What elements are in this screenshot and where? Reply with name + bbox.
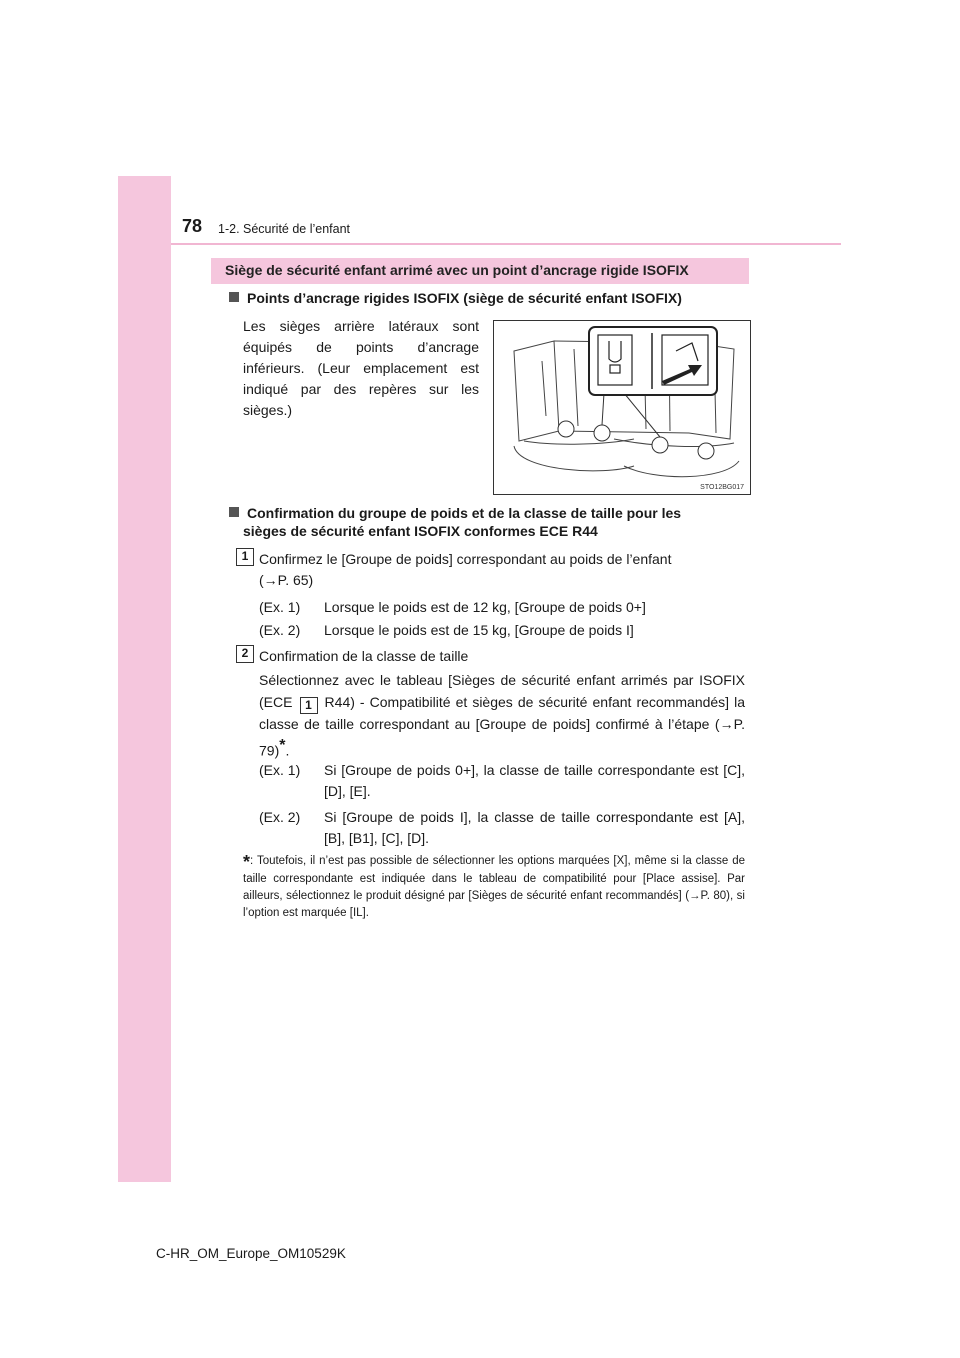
step-2-text-a: Sélectionnez avec le tableau [Sièges de sécurité enfant arrimés par ISOFIX (ECE: [259, 672, 745, 710]
document-id: C-HR_OM_Europe_OM10529K: [156, 1246, 346, 1261]
step-2-example-1-text: Si [Groupe de poids 0+], la classe de taille correspondante est [C], [D], [E].: [324, 762, 745, 799]
section-title: 1-2. Sécurité de l’enfant: [218, 222, 351, 236]
step-1-marker: 1: [236, 548, 254, 566]
footnote-text: : Toutefois, il n’est pas possible de sélectionner les options marquées [X], même si la classe de taille correspondante est indiquée dans le tableau de compatibilité pour [Place assise]. Par ailleurs, sélectionnez le produit désigné par [Sièges de sécurité enfant recommandés] (→P. 80), si l’option est marquée [IL].: [243, 855, 745, 919]
step-2-text: [259, 670, 745, 762]
heading-confirmation-line2: sièges de sécurité enfant ISOFIX conformes ECE R44: [243, 523, 598, 539]
page-number: 78: [182, 216, 203, 236]
footnote-marker: *: [243, 852, 251, 872]
chapter-sidebar: [118, 176, 171, 1182]
header-rule: [171, 243, 841, 245]
step-2-example-1-label: (Ex. 1): [259, 762, 301, 778]
inline-step-1-marker: 1: [300, 697, 318, 714]
step-2-text-b: R44) - Compatibilité et sièges de sécurité enfant recommandés] la classe de taille correspondant au [Groupe de poids] confirmé à l’étape (→P. 79): [259, 693, 746, 759]
footnote: [243, 853, 745, 922]
heading-isofix-anchors: [229, 290, 682, 306]
example-label: (Ex. 2): [259, 622, 301, 638]
anchors-paragraph: Les sièges arrière latéraux sont équipés de points d’ancrage inférieurs. (Leur emplacement est indiqué par des repères sur les sièges.): [243, 318, 479, 418]
rear-seat-illustration: [494, 321, 750, 494]
heading-confirmation: [229, 502, 749, 524]
example-label: (Ex. 1): [259, 599, 301, 615]
step-1-example-2: [259, 620, 634, 641]
example-text: Lorsque le poids est de 12 kg, [Groupe de poids 0+]: [324, 599, 646, 615]
heading-line-1: Confirmation du groupe de poids et de la classe de taille pour les: [247, 505, 682, 521]
bullet-square-icon: [229, 507, 239, 517]
topic-banner: Siège de sécurité enfant arrimé avec un point d’ancrage rigide ISOFIX: [211, 258, 749, 284]
step-2-marker: 2: [236, 645, 254, 663]
step-1-text: Confirmez le [Groupe de poids] correspondant au poids de l’enfant: [259, 551, 672, 567]
step-1-example-1: [259, 597, 646, 618]
step-2-title: Confirmation de la classe de taille: [259, 648, 469, 664]
figure-code: STO12BG017: [700, 484, 744, 491]
bullet-square-icon: [229, 292, 239, 302]
step-2-example-2-label: (Ex. 2): [259, 809, 301, 825]
step-2-example-2-text: Si [Groupe de poids I], la classe de taille correspondante est [A], [B], [B1], [C], [D].: [324, 809, 745, 846]
example-text: Lorsque le poids est de 15 kg, [Groupe de poids I]: [324, 622, 634, 638]
footnote-ref-star: *: [279, 737, 286, 754]
step-1-ref: (→P. 65): [259, 572, 314, 588]
heading-text: Points d’ancrage rigides ISOFIX (siège de sécurité enfant ISOFIX): [247, 290, 682, 306]
step-2-text-end: .: [285, 742, 290, 759]
seat-anchor-figure: [493, 320, 751, 495]
